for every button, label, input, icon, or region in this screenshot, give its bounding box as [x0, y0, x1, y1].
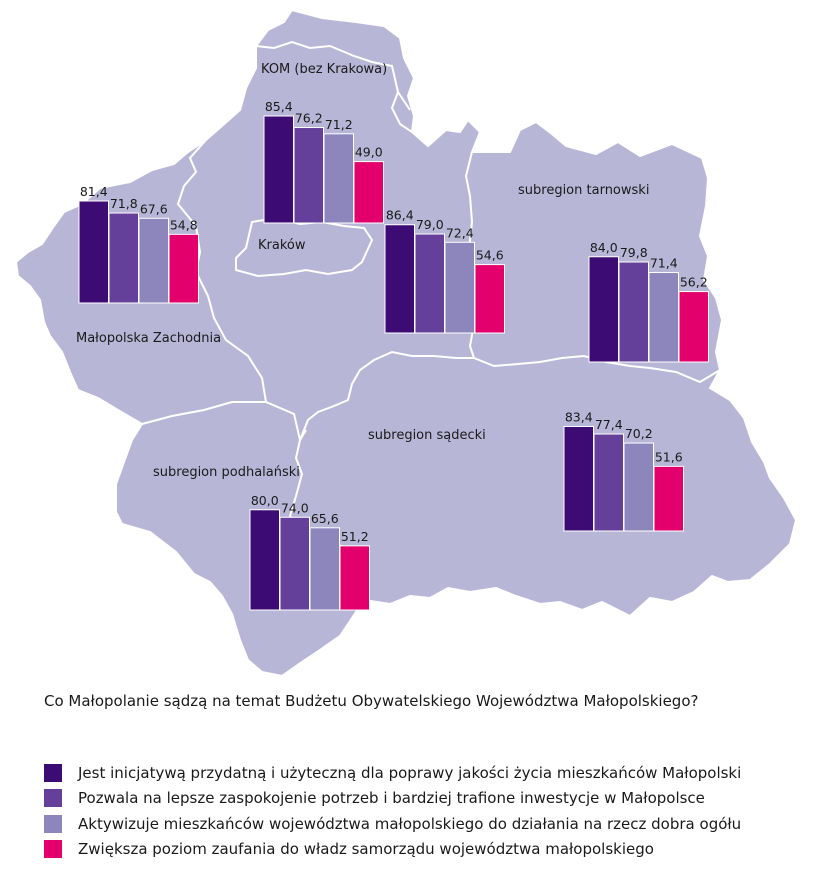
bar-podhalanski-3: [310, 528, 340, 610]
bar-tarnowski-1: [589, 257, 619, 362]
data-label-podhalanski-3: 65,6: [310, 510, 339, 526]
region-label-krakow: Kraków: [258, 238, 306, 253]
data-label-podhalanski-1: 80,0: [250, 492, 279, 508]
legend-item: [44, 837, 741, 863]
data-label-kom-3: 71,2: [324, 116, 353, 132]
bar-krakow-2: [415, 234, 445, 333]
data-label-krakow-1: 86,4: [385, 207, 414, 223]
legend-item: [44, 786, 741, 812]
data-label-zachodnia-3: 67,6: [139, 201, 168, 217]
data-label-sadecki-3: 70,2: [624, 426, 653, 442]
legend: [44, 760, 741, 862]
bar-kom-3: [324, 134, 354, 223]
legend-swatch: [44, 840, 62, 858]
legend-swatch: [44, 764, 62, 782]
bar-kom-4: [354, 162, 384, 223]
bar-podhalanski-4: [340, 546, 370, 610]
data-label-krakow-3: 72,4: [445, 225, 474, 241]
region-label-tarnowski: subregion tarnowski: [518, 183, 650, 198]
bar-zachodnia-1: [79, 201, 109, 303]
legend-item: [44, 760, 741, 786]
legend-swatch: [44, 789, 62, 807]
region-label-kom: KOM (bez Krakowa): [261, 62, 388, 77]
bar-tarnowski-4: [679, 292, 709, 362]
bar-tarnowski-2: [619, 262, 649, 362]
data-label-kom-1: 85,4: [264, 99, 293, 114]
data-label-zachodnia-1: 81,4: [79, 184, 108, 200]
data-label-kom-2: 76,2: [294, 110, 323, 126]
data-label-tarnowski-4: 56,2: [679, 274, 708, 290]
bar-sadecki-1: [564, 427, 594, 531]
bar-podhalanski-1: [250, 510, 280, 610]
region-label-podhalanski: subregion podhalański: [153, 465, 300, 480]
data-label-sadecki-2: 77,4: [594, 417, 623, 433]
bar-krakow-3: [445, 242, 475, 333]
bar-zachodnia-2: [109, 213, 139, 303]
region-label-sadecki: subregion sądecki: [368, 428, 486, 443]
data-label-tarnowski-1: 84,0: [589, 239, 618, 255]
legend-swatch: [44, 815, 62, 833]
legend-label: Jest inicjatywą przydatną i użyteczną dla poprawy jakości życia mieszkańców Małopolski: [78, 763, 742, 782]
data-label-podhalanski-4: 51,2: [340, 528, 369, 544]
data-label-podhalanski-2: 74,0: [280, 500, 309, 516]
data-label-krakow-2: 79,0: [415, 217, 444, 233]
data-label-kom-4: 49,0: [354, 144, 383, 160]
region-label-zachodnia: Małopolska Zachodnia: [76, 331, 222, 346]
bar-sadecki-4: [654, 466, 684, 531]
bar-zachodnia-3: [139, 218, 169, 303]
bar-tarnowski-3: [649, 273, 679, 362]
data-label-zachodnia-2: 71,8: [109, 196, 138, 212]
data-label-sadecki-1: 83,4: [564, 409, 593, 425]
chart-title: Co Małopolanie sądzą na temat Budżetu Obywatelskiego Województwa Małopolskiego?: [44, 692, 699, 710]
legend-label: Zwiększa poziom zaufania do władz samorządu województwa małopolskiego: [78, 840, 654, 859]
bar-sadecki-3: [624, 443, 654, 531]
data-label-zachodnia-4: 54,8: [169, 217, 198, 233]
legend-item: [44, 811, 741, 837]
legend-label: Aktywizuje mieszkańców województwa małopolskiego do działania na rzecz dobra ogółu: [78, 814, 742, 833]
data-label-krakow-4: 54,6: [475, 247, 504, 263]
bar-sadecki-2: [594, 434, 624, 531]
bar-zachodnia-4: [169, 234, 199, 303]
bar-krakow-1: [385, 225, 415, 333]
bar-podhalanski-2: [280, 517, 310, 610]
legend-label: Pozwala na lepsze zaspokojenie potrzeb i bardziej trafione inwestycje w Małopolsce: [78, 789, 705, 808]
bar-kom-2: [294, 128, 324, 223]
data-label-tarnowski-2: 79,8: [619, 245, 648, 261]
data-label-sadecki-4: 51,6: [654, 449, 683, 465]
bar-kom-1: [264, 116, 294, 223]
bar-krakow-4: [475, 265, 505, 333]
data-label-tarnowski-3: 71,4: [649, 255, 678, 271]
